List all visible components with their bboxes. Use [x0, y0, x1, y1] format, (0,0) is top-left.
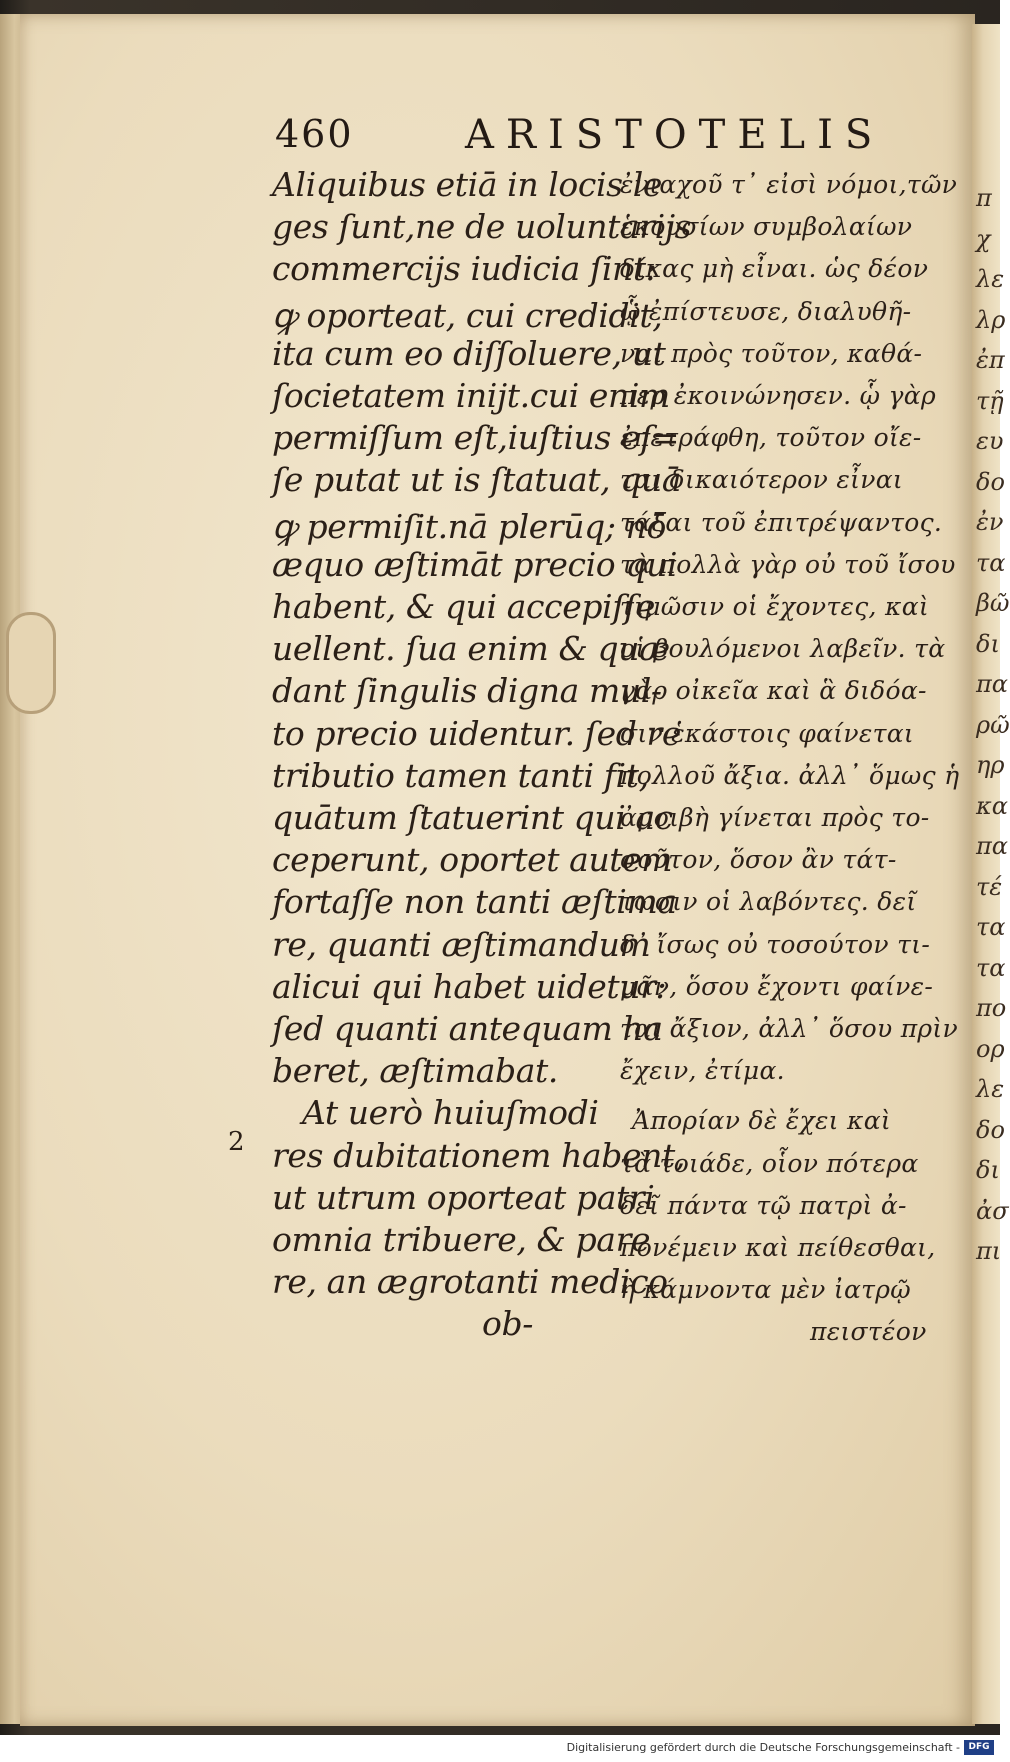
binding-hole: [6, 612, 56, 714]
facing-fragment: πο: [976, 994, 1007, 1022]
facing-page-fragment: [972, 24, 1010, 1724]
facing-fragment: ηρ: [976, 751, 1005, 779]
latin-line: æquo æſtimāt precio qui: [272, 544, 678, 584]
greek-line: ἑκουσίων συμβολαίων: [620, 212, 913, 242]
facing-fragment: τα: [976, 953, 1006, 982]
latin-line: ut utrum oporteat patri: [272, 1177, 655, 1217]
facing-fragment: πι: [976, 1237, 1002, 1265]
latin-line: ges ſunt,ne de uoluntarijs: [272, 207, 692, 247]
facing-fragment: δι: [976, 629, 1000, 658]
greek-line: ἐνιαχοῦ τ᾽ εἰσὶ νόμοι,τῶν: [620, 170, 958, 199]
greek-line: τὰ τοιάδε, οἷον πότερα: [620, 1148, 919, 1178]
greek-line: ναι πρὸς τοῦτον, καθά-: [620, 338, 923, 368]
facing-fragment: ἐπ: [976, 346, 1005, 374]
footer-bar: [0, 1735, 1000, 1762]
latin-line: ita cum eo diſſoluere, ut: [272, 333, 666, 373]
facing-fragment: ἀσ: [976, 1196, 1009, 1225]
greek-line: ται δικαιότερον εἶναι: [620, 465, 903, 495]
facing-fragment: τα: [976, 548, 1006, 577]
latin-line: commercijs iudicia ſint:: [272, 249, 657, 289]
margin-section-number: 2: [228, 1127, 245, 1157]
greek-line: Ἀπορίαν δὲ ἔχει καὶ: [632, 1106, 891, 1136]
greek-line: ται ἄξιον, ἀλλ᾽ ὅσου πρὶν: [620, 1014, 959, 1043]
facing-fragment: τῇ: [976, 386, 1004, 415]
facing-fragment: χ: [976, 224, 991, 253]
facing-fragment: τέ: [976, 872, 1003, 901]
facing-fragment: τα: [976, 913, 1006, 941]
greek-line: δεῖ πάντα τῷ πατρὶ ἀ-: [620, 1190, 907, 1220]
latin-line: ſocietatem inijt.cui enim: [272, 376, 670, 415]
facing-fragment: ευ: [976, 427, 1004, 455]
latin-line: At uerò huiuſmodi: [302, 1093, 599, 1133]
latin-line: habent, & qui accepiſſe: [272, 587, 655, 626]
latin-line: res dubitationem habent,: [272, 1135, 685, 1175]
greek-line: τὰ πολλὰ γὰρ οὐ τοῦ ἴσου: [620, 549, 956, 579]
latin-line: alicui qui habet uidetur:: [272, 966, 667, 1006]
latin-line: permiſſum eſt,iuſtius eſ=: [272, 418, 680, 458]
facing-fragment: λρ: [976, 305, 1006, 334]
latin-line: ſed quanti antequam ha: [272, 1009, 663, 1048]
latin-line: ceperunt, oportet autem: [272, 840, 673, 880]
greek-line: μᾶν, ὅσου ἔχοντι φαίνε-: [620, 971, 934, 1001]
page-number: 460: [275, 112, 354, 156]
facing-fragment: βῶ: [976, 589, 1010, 617]
facing-fragment: κα: [976, 791, 1008, 820]
latin-line: ꝙ permiſit.nā plerūq; nō: [272, 506, 666, 546]
latin-line: omnia tribuere, & pare: [272, 1220, 651, 1259]
latin-line: re, an ægrotanti medico: [272, 1262, 668, 1302]
facing-fragment: λε: [976, 1075, 1005, 1103]
greek-line: τωσιν οἱ λαβόντες. δεῖ: [620, 887, 917, 917]
greek-line: περ ἐκοινώνησεν. ᾧ γὰρ: [620, 381, 936, 410]
latin-line: beret, æſtimabat.: [272, 1051, 558, 1091]
greek-line: οἱ βουλόμενοι λαβεῖν. τὰ: [620, 634, 946, 664]
facing-fragment: ρῶ: [976, 710, 1010, 739]
facing-fragment: πα: [976, 832, 1008, 860]
greek-line: γὰρ οἰκεῖα καὶ ἃ διδόα-: [620, 676, 927, 706]
facing-fragment: ορ: [976, 1034, 1005, 1063]
latin-line: tributio tamen tanti fit,: [272, 755, 649, 795]
dfg-logo: DFG: [964, 1740, 994, 1755]
greek-line: πονέμειν καὶ πείθεσθαι,: [620, 1233, 936, 1262]
greek-line: ἔχειν, ἐτίμα.: [620, 1056, 785, 1086]
greek-line: ἢ κάμνοντα μὲν ἰατρῷ: [620, 1275, 911, 1305]
latin-line: ꝙ oporteat, cui credidit,: [272, 295, 663, 335]
latin-line: quātum ſtatuerint qui ac: [272, 798, 673, 837]
latin-line: re, quanti æſtimandum: [272, 924, 651, 964]
latin-line: to precio uidentur. ſed re: [272, 713, 682, 753]
facing-fragment: πα: [976, 670, 1008, 698]
latin-line: ſe putat ut is ſtatuat, quā: [272, 460, 682, 500]
facing-fragment: λε: [976, 265, 1005, 293]
greek-line: σιν ἑκάστοις φαίνεται: [620, 718, 915, 748]
greek-line: τιμῶσιν οἱ ἔχοντες, καὶ: [620, 592, 930, 621]
running-title: ARISTOTELIS: [465, 112, 885, 158]
greek-line: δίκας μὴ εἶναι. ὡς δέον: [620, 254, 929, 284]
greek-line: ἀμοιβὴ γίνεται πρὸς το-: [620, 803, 930, 832]
facing-fragment: π: [976, 184, 992, 212]
greek-line: ᾧ ἐπίστευσε, διαλυθῆ-: [620, 296, 912, 326]
facing-fragment: δι: [976, 1156, 1000, 1184]
latin-line: ob-: [482, 1304, 533, 1344]
latin-line: dant ſingulis digna mul-: [272, 671, 662, 711]
greek-line: πολλοῦ ἄξια. ἀλλ᾽ ὅμως ἡ: [620, 760, 960, 790]
greek-line: τάξαι τοῦ ἐπιτρέψαντος.: [620, 507, 943, 537]
latin-line: uellent. ſua enim & quæ: [272, 629, 670, 669]
running-head: [275, 112, 885, 162]
facing-fragment: ἐν: [976, 508, 1004, 536]
greek-line: πειστέον: [810, 1317, 927, 1347]
facing-fragment: δο: [976, 467, 1005, 496]
greek-line: σοῦτον, ὅσον ἂν τάτ-: [620, 845, 897, 875]
footer-credit: Digitalisierung gefördert durch die Deutsche Forschungsgemeinschaft -: [566, 1741, 960, 1754]
latin-line: Aliquibus etiā in locis le: [272, 165, 663, 204]
latin-line: fortaſſe non tanti æſtima: [272, 882, 677, 922]
facing-fragment: δο: [976, 1115, 1005, 1144]
greek-line: ἐπετράφθη, τοῦτον οἴε-: [620, 423, 922, 453]
greek-line: δ᾽ ἴσως οὐ τοσούτον τι-: [620, 929, 931, 959]
